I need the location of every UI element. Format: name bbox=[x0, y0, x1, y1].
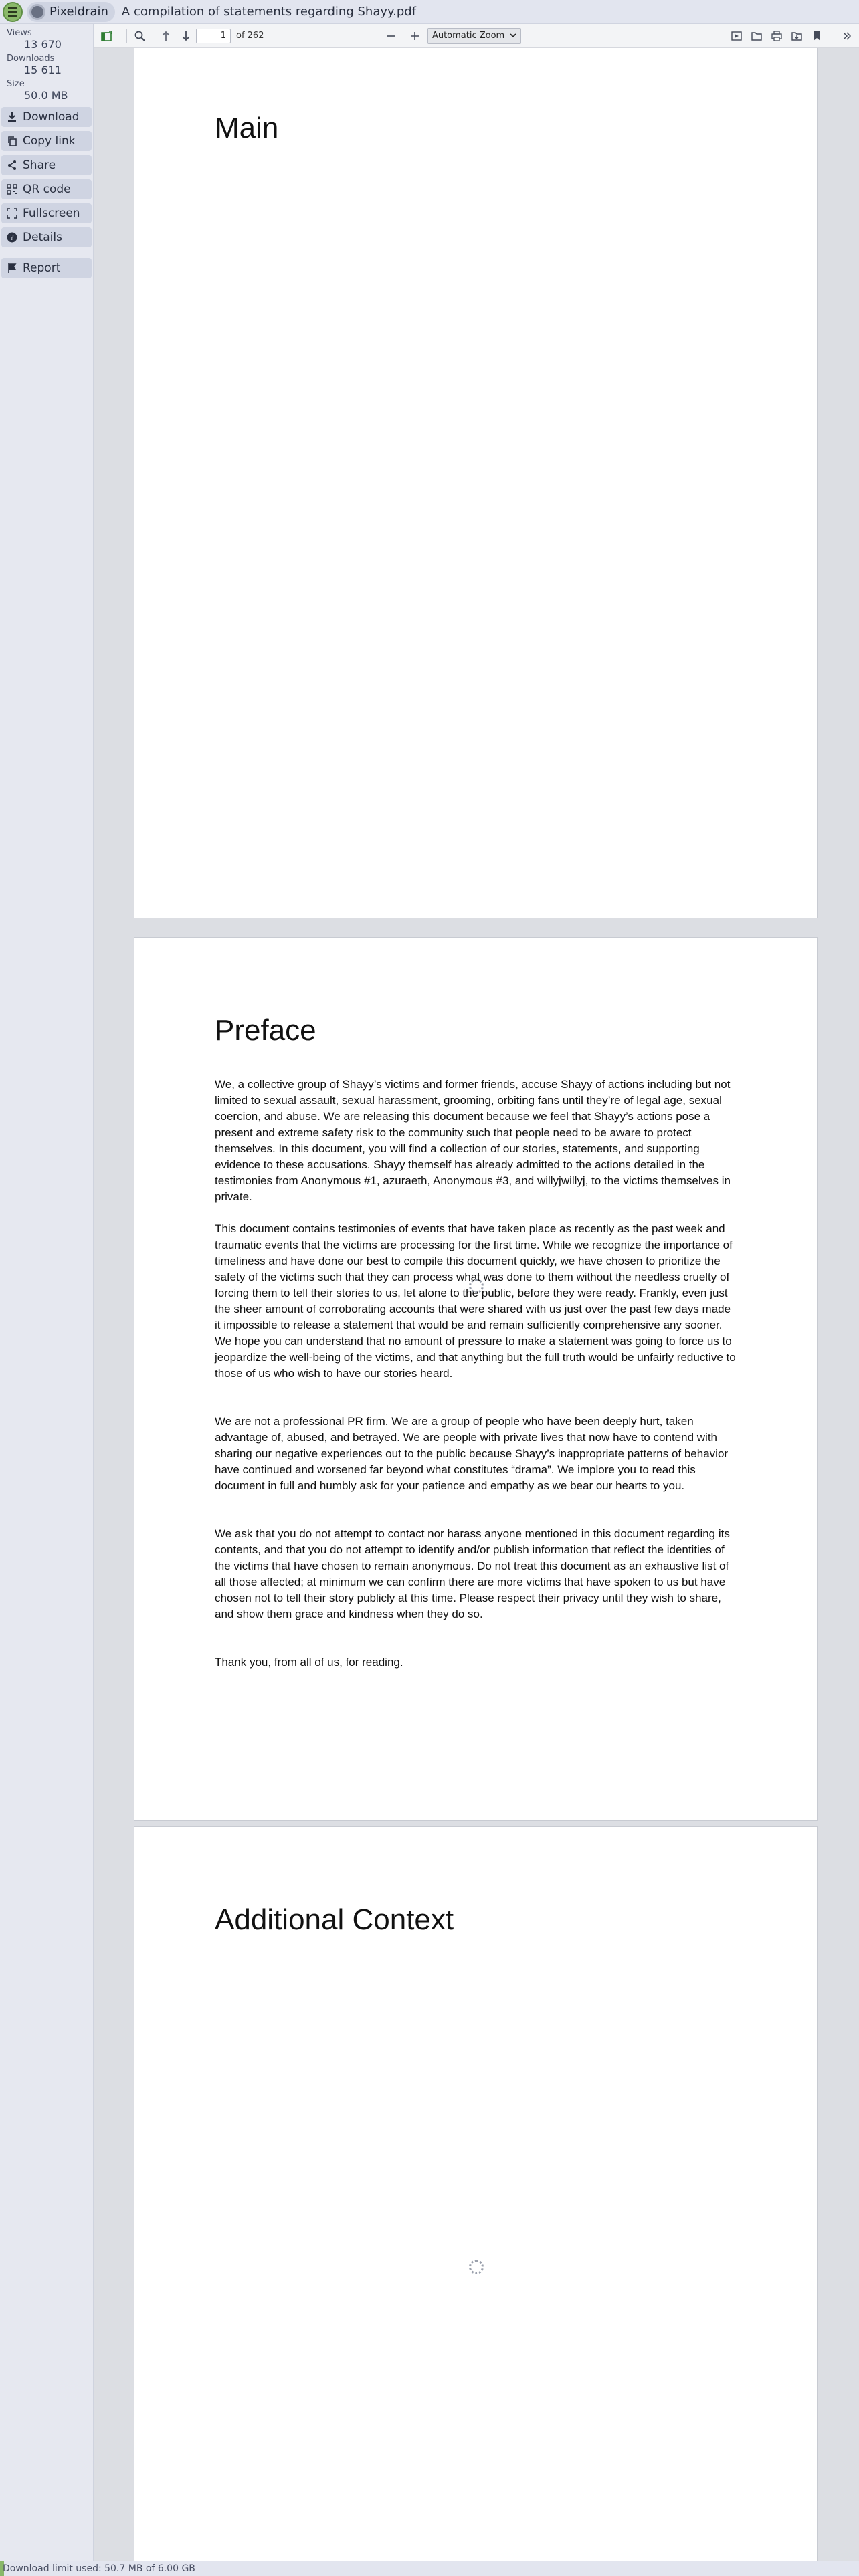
share-label: Share bbox=[23, 158, 56, 172]
paragraph: Thank you, from all of us, for reading. bbox=[215, 1656, 403, 1669]
stat-value: 15 611 bbox=[24, 64, 62, 76]
toggle-sidebar-icon[interactable] bbox=[99, 28, 115, 44]
copy-link-button[interactable] bbox=[1, 131, 92, 151]
copy-link-label: Copy link bbox=[23, 134, 76, 148]
paragraph: We are not a professional PR firm. We are a group of people who have been deeply hurt, taken advantage of, abused, and betrayed. We are people with private lives that now have to contend with sharing our negative experiences out to the public because Shayy’s inappropriate patterns of behavior have continued and worsened far beyond what constitutes “drama”. We implore you to read this document in full and humbly ask for your patience and empathy as we bear our hearts to you. bbox=[215, 1415, 729, 1492]
paragraph: We, a collective group of Shayy’s victims and former friends, accuse Shayy of actions including but not limited to sexual assault, sexual harassment, grooming, orbiting fans until they’re of legal age, sexual coercion, and abuse. We are releasing this document because we feel that Shayy’s actions pose a present and extreme safety risk to the community such that people need to be aware to protect themselves. In this document, you will find a collection of our stories, statements, and supporting evidence to these accusations. Shayy themself has already admitted to the actions detailed in the testimonies from Anonymous #1, azuraeth, Anonymous #3, and willyjwillyj, to the victims themselves in private. bbox=[215, 1078, 731, 1203]
previous-page-icon[interactable] bbox=[158, 28, 174, 44]
zoom-out-icon[interactable] bbox=[383, 28, 399, 44]
pdf-page-3 bbox=[134, 1827, 817, 2561]
page-number-input[interactable] bbox=[196, 29, 231, 43]
details-button[interactable] bbox=[1, 227, 92, 247]
sidebar bbox=[0, 24, 94, 2563]
help-icon bbox=[5, 231, 19, 244]
loading-spinner-icon bbox=[469, 1279, 484, 1293]
stat-label: Size bbox=[7, 79, 25, 89]
menu-button[interactable] bbox=[3, 2, 23, 22]
pdf-toolbar bbox=[94, 24, 859, 48]
page-heading: Preface bbox=[215, 1014, 316, 1047]
page-count: of 262 bbox=[236, 31, 264, 41]
loading-spinner-icon bbox=[469, 2260, 484, 2274]
stat-downloads bbox=[0, 53, 93, 76]
zoom-value: Automatic Zoom bbox=[432, 31, 505, 41]
sidebar-divider bbox=[0, 247, 93, 254]
toolbar-divider bbox=[126, 29, 127, 43]
open-file-icon[interactable] bbox=[749, 28, 765, 44]
details-label: Details bbox=[23, 231, 62, 244]
tools-chevron-icon[interactable] bbox=[839, 28, 855, 44]
copy-icon bbox=[5, 134, 19, 148]
stat-value: 50.0 MB bbox=[24, 89, 68, 102]
flag-icon bbox=[5, 261, 19, 275]
brand-name: Pixeldrain bbox=[50, 5, 108, 19]
brand-link[interactable] bbox=[27, 2, 115, 22]
qr-code-icon bbox=[5, 183, 19, 196]
stat-label: Views bbox=[7, 28, 32, 38]
download-label: Download bbox=[23, 110, 80, 124]
paragraph: This document contains testimonies of events that have taken place as recently as the past week and traumatic events that the victims are processing for the first time. While we recognize the importance of timeliness and have done our best to compile this document quickly, we have chosen to prioritize the safety of the victims such that they can process what was done to them without the needless cruelty of forcing them to tell their stories to us, let alone to the public, before they were ready. Frankly, even just the sheer amount of corroborating accounts that were shared with us just over the past few days made it impossible to release a statement that would be and remain sufficiently comprehensive any sooner. We hope you can understand that no amount of pressure to make a statement was going to force us to jeopardize the well-being of the victims, and that anything but the full truth would be unfairly reductive to those of us who wish to have our stories heard. bbox=[215, 1222, 736, 1380]
stat-size bbox=[0, 79, 93, 102]
share-button[interactable] bbox=[1, 155, 92, 175]
presentation-mode-icon[interactable] bbox=[729, 28, 745, 44]
share-icon bbox=[5, 158, 19, 172]
stat-label: Downloads bbox=[7, 53, 55, 64]
save-icon[interactable] bbox=[789, 28, 805, 44]
download-limit-text: Download limit used: 50.7 MB of 6.00 GB bbox=[3, 2563, 195, 2574]
pdf-viewer[interactable] bbox=[94, 48, 859, 2561]
search-icon[interactable] bbox=[132, 28, 148, 44]
download-limit-bar bbox=[0, 2561, 859, 2576]
next-page-icon[interactable] bbox=[178, 28, 194, 44]
chevron-down-icon bbox=[510, 31, 516, 41]
zoom-in-icon[interactable] bbox=[407, 28, 423, 44]
pdf-page-2 bbox=[134, 938, 817, 1820]
app-header bbox=[0, 0, 859, 24]
fullscreen-button[interactable] bbox=[1, 203, 92, 223]
report-label: Report bbox=[23, 261, 61, 275]
page-heading: Additional Context bbox=[215, 1903, 454, 1936]
report-button[interactable] bbox=[1, 258, 92, 278]
hamburger-icon bbox=[8, 6, 17, 18]
pixeldrain-logo-icon bbox=[29, 4, 45, 20]
zoom-select[interactable] bbox=[427, 28, 521, 44]
download-button[interactable] bbox=[1, 107, 92, 127]
print-icon[interactable] bbox=[769, 28, 785, 44]
qr-code-label: QR code bbox=[23, 183, 71, 196]
stat-value: 13 670 bbox=[24, 38, 62, 51]
page-heading: Main bbox=[215, 112, 279, 144]
paragraph: We ask that you do not attempt to contact nor harass anyone mentioned in this document regarding its contents, and that you do not attempt to identify and/or publish information that reflect the identities of the victims that have chosen to remain anonymous. Do not treat this document as an exhaustive list of all those affected; at minimum we can confirm there are more victims that have spoken to us but have chosen not to tell their story publicly at this time. Please respect their privacy until they wish to share, and show them grace and kindness when they do so. bbox=[215, 1527, 730, 1620]
download-icon bbox=[5, 110, 19, 124]
fullscreen-label: Fullscreen bbox=[23, 207, 80, 220]
pdf-page-1 bbox=[134, 48, 817, 918]
file-title: A compilation of statements regarding Shayy.pdf bbox=[121, 5, 417, 19]
stat-views bbox=[0, 28, 93, 51]
fullscreen-icon bbox=[5, 207, 19, 220]
bookmark-icon[interactable] bbox=[809, 28, 825, 44]
qr-code-button[interactable] bbox=[1, 179, 92, 199]
svg-text:?: ? bbox=[10, 233, 14, 242]
